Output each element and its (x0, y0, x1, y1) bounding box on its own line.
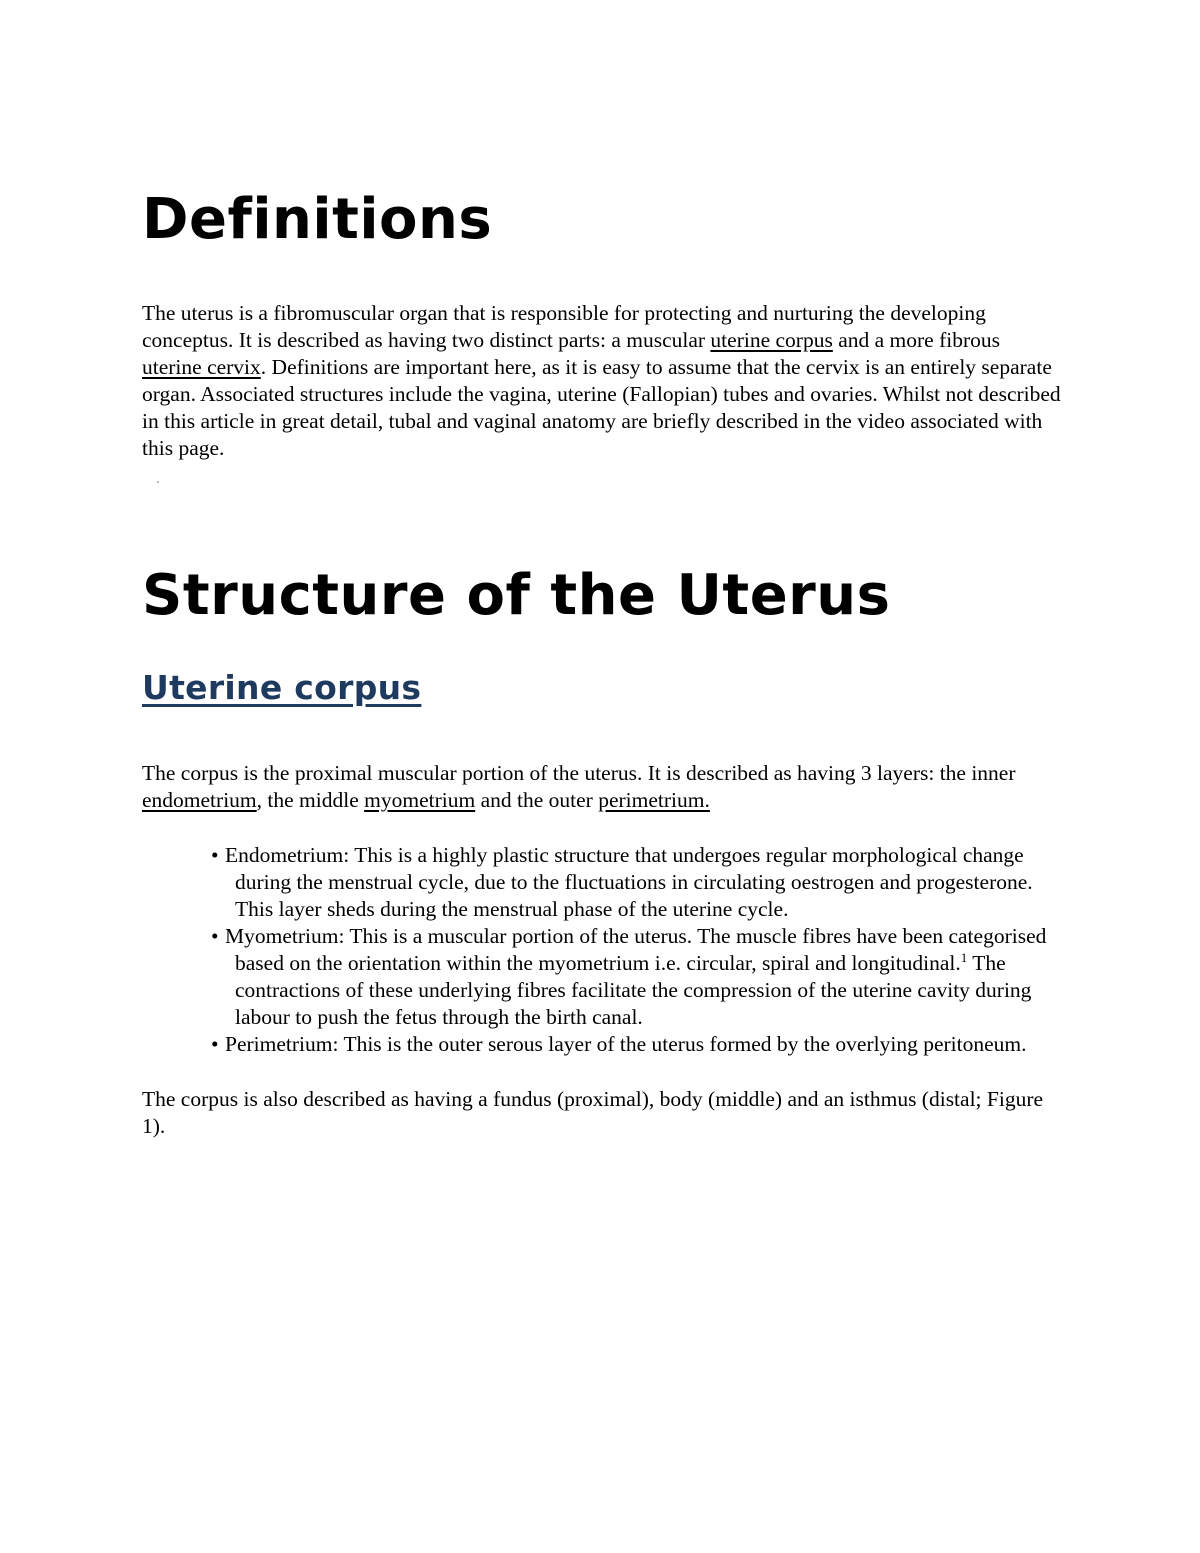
bullet-icon: • (211, 924, 219, 948)
list-item-perimetrium (198, 1031, 1062, 1058)
structure-heading: Structure of the Uterus (142, 563, 891, 628)
corpus-intro-text-1: The corpus is the proximal muscular portion of the uterus. It is described as having 3 layers: the inner (142, 761, 1016, 785)
list-item-myometrium (198, 923, 1062, 1031)
corpus-intro-text-3: and the outer (475, 788, 599, 812)
bullet-icon: • (211, 843, 219, 867)
document-body (142, 186, 1062, 1140)
perimetrium-link[interactable]: perimetrium. (598, 788, 710, 812)
list-item-endometrium (198, 842, 1062, 923)
myometrium-link[interactable]: myometrium (364, 788, 476, 812)
uterine-corpus-link[interactable]: uterine corpus (710, 328, 833, 352)
definitions-paragraph (142, 300, 1062, 462)
reference-1[interactable]: 1 (960, 950, 968, 965)
corpus-intro-text-2: , the middle (256, 788, 365, 812)
endometrium-text: Endometrium: This is a highly plastic structure that undergoes regular morphological change during the menstrual cycle, due to the fluctuations in circulating oestrogen and progesterone. This layer sheds during the menstrual phase of the uterine cycle. (225, 843, 1033, 921)
layers-list (142, 842, 1062, 1058)
endometrium-link[interactable]: endometrium (142, 788, 257, 812)
corpus-closing-paragraph: The corpus is also described as having a fundus (proximal), body (middle) and an isthmus (distal; Figure 1). (142, 1087, 1044, 1138)
uterine-cervix-link[interactable]: uterine cervix (142, 355, 261, 379)
perimetrium-text: Perimetrium: This is the outer serous layer of the uterus formed by the overlying peritoneum. (225, 1032, 1027, 1056)
definitions-text-2: and a more fibrous (832, 328, 1000, 352)
uterine-corpus-subheading[interactable]: Uterine corpus (142, 668, 422, 707)
myometrium-text-2: The contractions of these underlying fibres facilitate the compression of the uterine cavity during labour to push the fetus through the birth canal. (235, 951, 1032, 1029)
definitions-text-3: . Definitions are important here, as it is easy to assume that the cervix is an entirely separate organ. Associated structures include the vagina, uterine (Fallopian) tubes and ovaries. Whilst not described in this article in great detail, tubal and vaginal anatomy are briefly described in the video associated with this page. (142, 355, 1061, 460)
corpus-intro-paragraph (142, 760, 1062, 814)
definitions-text-1: The uterus is a fibromuscular organ that is responsible for protecting and nurturing the developing conceptus. It is described as having two distinct parts: a muscular (142, 301, 986, 352)
bullet-icon: • (211, 1032, 219, 1056)
definitions-heading: Definitions (142, 187, 493, 252)
myometrium-text-1: Myometrium: This is a muscular portion of the uterus. The muscle fibres have been categorised based on the orientation within the myometrium i.e. circular, spiral and longitudinal. (225, 924, 1047, 975)
